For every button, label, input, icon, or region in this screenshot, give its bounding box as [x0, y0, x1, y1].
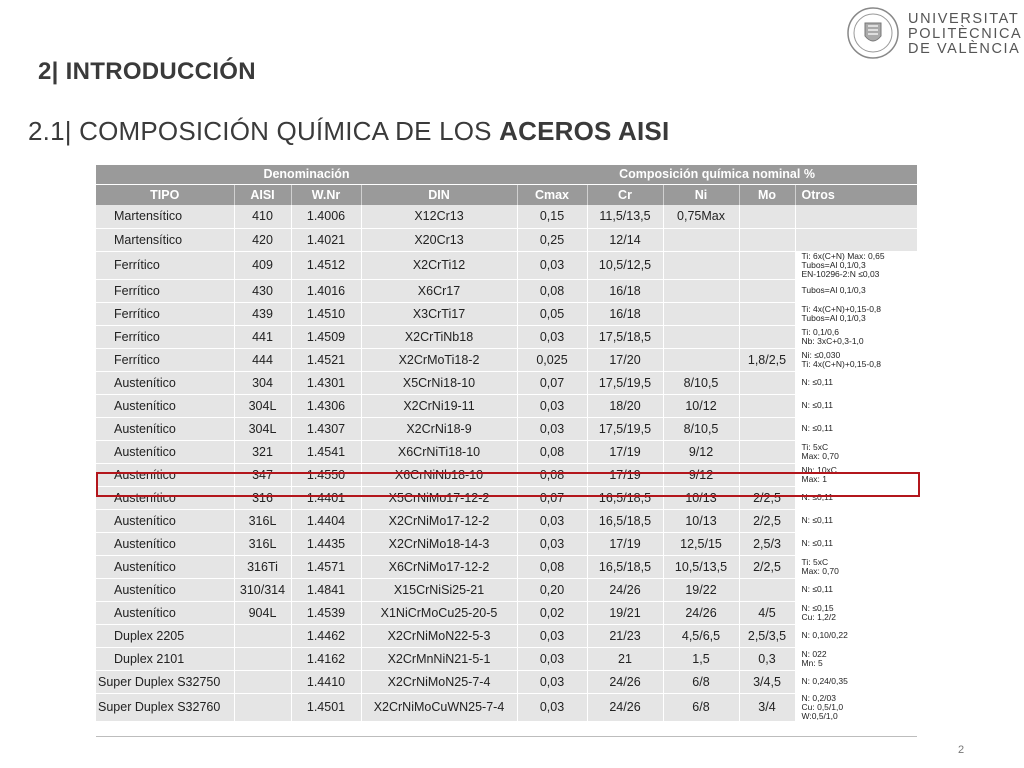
otros-line: Ti: 4x(C+N)+0,15-0,8	[801, 303, 882, 314]
cell-ni: 10,5/13,5	[663, 555, 739, 578]
col-header-cr: Cr	[587, 184, 663, 205]
cell-din: X2CrNiMoN25-7-4	[361, 670, 517, 693]
cell-aisi: 444	[234, 348, 291, 371]
cell-cr: 21	[587, 647, 663, 670]
otros-line: N: ≤0,11	[801, 492, 833, 502]
cell-cr: 17/20	[587, 348, 663, 371]
cell-cmax: 0,025	[517, 348, 587, 371]
otros-line: N: 0,24/0,35	[801, 676, 848, 686]
table-row	[96, 394, 917, 417]
otros-line: N: ≤0,11	[801, 400, 833, 410]
cell-ni: 9/12	[663, 463, 739, 486]
cell-din: X6CrNiTi18-10	[361, 440, 517, 463]
cell-cmax: 0,02	[517, 601, 587, 624]
cell-otros	[795, 509, 917, 532]
cell-ni: 10/13	[663, 509, 739, 532]
table-row	[96, 371, 917, 394]
cell-ni: 0,75Max	[663, 205, 739, 228]
cell-aisi: 304L	[234, 417, 291, 440]
cell-din: X6Cr17	[361, 279, 517, 302]
table-row	[96, 417, 917, 440]
cell-cr: 18/20	[587, 394, 663, 417]
cell-otros	[795, 279, 917, 302]
cell-cmax: 0,03	[517, 647, 587, 670]
table-row	[96, 325, 917, 348]
otros-line: Cu: 0,5/1,0	[801, 701, 844, 712]
cell-mo: 2/2,5	[739, 555, 795, 578]
cell-aisi: 316	[234, 486, 291, 509]
cell-cmax: 0,03	[517, 532, 587, 555]
col-header-mo: Mo	[739, 184, 795, 205]
otros-line: N: ≤0,11	[801, 584, 833, 594]
otros-line: N: 0,2/03	[801, 693, 836, 703]
cell-mo: 1,8/2,5	[739, 348, 795, 371]
cell-tipo: Austenítico	[96, 394, 234, 417]
cell-aisi: 316L	[234, 509, 291, 532]
otros-line: Max: 1	[801, 473, 828, 484]
cell-mo: 2/2,5	[739, 486, 795, 509]
cell-din: X3CrTi17	[361, 302, 517, 325]
cell-tipo: Ferrítico	[96, 302, 234, 325]
cell-aisi: 310/314	[234, 578, 291, 601]
cell-din: X15CrNiSi25-21	[361, 578, 517, 601]
subtitle-prefix: 2.1| COMPOSICIÓN QUÍMICA DE LOS	[28, 116, 500, 146]
cell-cr: 21/23	[587, 624, 663, 647]
cell-cr: 10,5/12,5	[587, 251, 663, 279]
cell-cmax: 0,25	[517, 228, 587, 251]
table-row	[96, 279, 917, 302]
cell-tipo: Super Duplex S32760	[96, 693, 234, 721]
group-header-composicion: Composición química nominal %	[517, 165, 917, 184]
table-row	[96, 647, 917, 670]
cell-din: X2CrNiMoN22-5-3	[361, 624, 517, 647]
cell-aisi	[234, 670, 291, 693]
cell-mo	[739, 325, 795, 348]
column-header-row	[96, 184, 917, 205]
table-row	[96, 601, 917, 624]
cell-cmax: 0,07	[517, 486, 587, 509]
cell-cr: 17,5/18,5	[587, 325, 663, 348]
otros-line: N: ≤0,11	[801, 515, 833, 525]
cell-otros	[795, 601, 917, 624]
cell-otros	[795, 693, 917, 721]
cell-otros	[795, 417, 917, 440]
cell-mo: 2/2,5	[739, 509, 795, 532]
cell-cmax: 0,08	[517, 279, 587, 302]
cell-mo: 4/5	[739, 601, 795, 624]
cell-aisi: 904L	[234, 601, 291, 624]
cell-ni: 12,5/15	[663, 532, 739, 555]
cell-aisi: 304	[234, 371, 291, 394]
cell-cr: 17,5/19,5	[587, 417, 663, 440]
cell-tipo: Martensítico	[96, 228, 234, 251]
otros-line: Ti: 5xC	[801, 441, 829, 452]
table-row	[96, 578, 917, 601]
otros-line: W:0,5/1,0	[801, 710, 838, 721]
cell-wnr: 1.4435	[291, 532, 361, 555]
cell-wnr: 1.4307	[291, 417, 361, 440]
cell-mo	[739, 205, 795, 228]
cell-cr: 17/19	[587, 440, 663, 463]
cell-aisi: 409	[234, 251, 291, 279]
cell-cr: 16/18	[587, 302, 663, 325]
cell-wnr: 1.4021	[291, 228, 361, 251]
cell-cr: 16,5/18,5	[587, 509, 663, 532]
cell-cmax: 0,03	[517, 417, 587, 440]
cell-din: X20Cr13	[361, 228, 517, 251]
university-name-line3: DE VALÈNCIA	[908, 41, 1021, 57]
col-header-ni: Ni	[663, 184, 739, 205]
cell-otros	[795, 647, 917, 670]
cell-cmax: 0,08	[517, 463, 587, 486]
cell-otros	[795, 670, 917, 693]
cell-mo: 2,5/3	[739, 532, 795, 555]
cell-ni	[663, 348, 739, 371]
cell-otros	[795, 624, 917, 647]
cell-aisi: 410	[234, 205, 291, 228]
cell-din: X6CrNiMo17-12-2	[361, 555, 517, 578]
cell-tipo: Ferrítico	[96, 279, 234, 302]
cell-wnr: 1.4841	[291, 578, 361, 601]
cell-aisi: 420	[234, 228, 291, 251]
cell-tipo: Austenítico	[96, 486, 234, 509]
university-name-line1: UNIVERSITAT	[908, 11, 1020, 27]
cell-aisi: 316Ti	[234, 555, 291, 578]
cell-ni: 4,5/6,5	[663, 624, 739, 647]
col-header-din: DIN	[361, 184, 517, 205]
table-row	[96, 348, 917, 371]
otros-line: Mn: 5	[801, 657, 823, 668]
cell-tipo: Austenítico	[96, 371, 234, 394]
cell-cmax: 0,03	[517, 624, 587, 647]
table-row	[96, 251, 917, 279]
cell-cmax: 0,03	[517, 394, 587, 417]
otros-line: N: 0,10/0,22	[801, 630, 848, 640]
cell-ni: 6/8	[663, 670, 739, 693]
group-header-denominacion: Denominación	[96, 165, 517, 184]
otros-line: Nb: 10xC	[801, 464, 837, 475]
university-seal-icon	[846, 6, 900, 60]
cell-wnr: 1.4410	[291, 670, 361, 693]
cell-mo	[739, 578, 795, 601]
table-row	[96, 624, 917, 647]
cell-otros	[795, 325, 917, 348]
cell-wnr: 1.4539	[291, 601, 361, 624]
cell-cr: 24/26	[587, 670, 663, 693]
cell-cmax: 0,03	[517, 325, 587, 348]
cell-otros	[795, 394, 917, 417]
cell-din: X5CrNiMo17-12-2	[361, 486, 517, 509]
cell-aisi: 316L	[234, 532, 291, 555]
otros-line: N: ≤0,15	[801, 602, 834, 613]
otros-line: N: ≤0,11	[801, 377, 833, 387]
steel-table-body	[96, 205, 917, 721]
cell-tipo: Ferrítico	[96, 325, 234, 348]
cell-wnr: 1.4401	[291, 486, 361, 509]
col-header-otros: Otros	[795, 184, 917, 205]
cell-tipo: Austenítico	[96, 601, 234, 624]
cell-wnr: 1.4512	[291, 251, 361, 279]
cell-otros	[795, 555, 917, 578]
cell-tipo: Austenítico	[96, 555, 234, 578]
cell-otros	[795, 440, 917, 463]
cell-wnr: 1.4541	[291, 440, 361, 463]
cell-tipo: Austenítico	[96, 578, 234, 601]
otros-line: Tubos=Al 0,1/0,3	[801, 285, 866, 295]
cell-cr: 12/14	[587, 228, 663, 251]
cell-ni: 8/10,5	[663, 371, 739, 394]
table-row	[96, 670, 917, 693]
cell-mo	[739, 440, 795, 463]
cell-cr: 17,5/19,5	[587, 371, 663, 394]
cell-cr: 17/19	[587, 463, 663, 486]
cell-mo	[739, 279, 795, 302]
cell-aisi: 304L	[234, 394, 291, 417]
university-name-line2: POLITÈCNICA	[908, 26, 1023, 42]
steel-composition-table	[96, 165, 918, 722]
col-header-aisi: AISI	[234, 184, 291, 205]
cell-aisi: 347	[234, 463, 291, 486]
cell-din: X2CrTiNb18	[361, 325, 517, 348]
cell-otros	[795, 251, 917, 279]
otros-line: Max: 0,70	[801, 565, 839, 576]
cell-aisi	[234, 647, 291, 670]
col-header-cmax: Cmax	[517, 184, 587, 205]
cell-aisi	[234, 693, 291, 721]
cell-ni: 8/10,5	[663, 417, 739, 440]
cell-aisi: 439	[234, 302, 291, 325]
cell-otros	[795, 578, 917, 601]
otros-line: Ti: 0,1/0,6	[801, 326, 839, 337]
cell-otros	[795, 371, 917, 394]
cell-din: X2CrTi12	[361, 251, 517, 279]
cell-tipo: Martensítico	[96, 205, 234, 228]
cell-ni	[663, 279, 739, 302]
cell-cmax: 0,03	[517, 693, 587, 721]
table-row	[96, 440, 917, 463]
cell-ni	[663, 228, 739, 251]
cell-cmax: 0,20	[517, 578, 587, 601]
cell-cr: 24/26	[587, 693, 663, 721]
cell-ni: 6/8	[663, 693, 739, 721]
otros-line: Ni: ≤0,030	[801, 349, 841, 360]
cell-tipo: Austenítico	[96, 532, 234, 555]
cell-din: X2CrNiMo17-12-2	[361, 509, 517, 532]
cell-aisi: 430	[234, 279, 291, 302]
cell-wnr: 1.4306	[291, 394, 361, 417]
cell-tipo: Ferrítico	[96, 348, 234, 371]
cell-cr: 24/26	[587, 578, 663, 601]
cell-ni: 10/12	[663, 394, 739, 417]
cell-din: X6CrNiNb18-10	[361, 463, 517, 486]
cell-mo: 0,3	[739, 647, 795, 670]
cell-wnr: 1.4162	[291, 647, 361, 670]
cell-wnr: 1.4462	[291, 624, 361, 647]
cell-cmax: 0,08	[517, 555, 587, 578]
table-bottom-rule	[96, 736, 917, 737]
cell-din: X2CrNiMo18-14-3	[361, 532, 517, 555]
cell-din: X5CrNi18-10	[361, 371, 517, 394]
cell-wnr: 1.4404	[291, 509, 361, 532]
cell-ni	[663, 325, 739, 348]
cell-din: X2CrNi18-9	[361, 417, 517, 440]
steel-composition-table-wrap	[96, 165, 917, 722]
cell-otros	[795, 302, 917, 325]
cell-ni	[663, 302, 739, 325]
cell-ni	[663, 251, 739, 279]
cell-cmax: 0,15	[517, 205, 587, 228]
cell-mo: 3/4	[739, 693, 795, 721]
cell-cmax: 0,03	[517, 251, 587, 279]
table-row	[96, 555, 917, 578]
otros-line: Ti: 6x(C+N) Max: 0,65	[801, 251, 885, 261]
group-header-row	[96, 165, 917, 184]
cell-cmax: 0,05	[517, 302, 587, 325]
cell-ni: 24/26	[663, 601, 739, 624]
cell-din: X2CrMnNiN21-5-1	[361, 647, 517, 670]
page-number: 2	[958, 744, 965, 756]
cell-cr: 16/18	[587, 279, 663, 302]
cell-tipo: Duplex 2205	[96, 624, 234, 647]
table-row	[96, 205, 917, 228]
cell-din: X2CrNiMoCuWN25-7-4	[361, 693, 517, 721]
cell-tipo: Austenítico	[96, 509, 234, 532]
cell-otros	[795, 228, 917, 251]
cell-mo	[739, 228, 795, 251]
col-header-tipo: TIPO	[96, 184, 234, 205]
cell-ni: 9/12	[663, 440, 739, 463]
cell-wnr: 1.4510	[291, 302, 361, 325]
col-header-wnr: W.Nr	[291, 184, 361, 205]
cell-wnr: 1.4006	[291, 205, 361, 228]
cell-mo	[739, 394, 795, 417]
otros-line: N: 022	[801, 648, 827, 659]
cell-wnr: 1.4571	[291, 555, 361, 578]
cell-tipo: Austenítico	[96, 417, 234, 440]
cell-mo	[739, 302, 795, 325]
cell-aisi: 321	[234, 440, 291, 463]
otros-line: Cu: 1,2/2	[801, 611, 836, 622]
cell-din: X1NiCrMoCu25-20-5	[361, 601, 517, 624]
cell-otros	[795, 348, 917, 371]
cell-mo: 3/4,5	[739, 670, 795, 693]
cell-wnr: 1.4301	[291, 371, 361, 394]
cell-cr: 17/19	[587, 532, 663, 555]
cell-ni: 19/22	[663, 578, 739, 601]
cell-cr: 16,5/18,5	[587, 486, 663, 509]
cell-ni: 1,5	[663, 647, 739, 670]
table-row	[96, 302, 917, 325]
otros-line: Nb: 3xC+0,3-1,0	[801, 335, 864, 346]
section-title: 2| INTRODUCCIÓN	[38, 58, 256, 85]
otros-line: Ti: 4x(C+N)+0,15-0,8	[801, 358, 882, 369]
cell-mo	[739, 417, 795, 440]
cell-cmax: 0,07	[517, 371, 587, 394]
otros-line: N: ≤0,11	[801, 423, 833, 433]
subtitle-emphasis: ACEROS AISI	[499, 116, 670, 146]
cell-mo	[739, 251, 795, 279]
cell-tipo: Duplex 2101	[96, 647, 234, 670]
otros-line: Ti: 5xC	[801, 556, 829, 567]
cell-wnr: 1.4501	[291, 693, 361, 721]
cell-mo	[739, 371, 795, 394]
university-logo	[846, 6, 1023, 62]
cell-tipo: Ferrítico	[96, 251, 234, 279]
cell-ni: 10/13	[663, 486, 739, 509]
cell-din: X2CrNi19-11	[361, 394, 517, 417]
otros-line: Tubos=Al 0,1/0,3	[801, 259, 866, 270]
table-row	[96, 228, 917, 251]
table-row	[96, 693, 917, 721]
cell-cmax: 0,03	[517, 670, 587, 693]
page-subtitle	[28, 116, 669, 147]
cell-tipo: Super Duplex S32750	[96, 670, 234, 693]
cell-tipo: Austenítico	[96, 440, 234, 463]
cell-aisi: 441	[234, 325, 291, 348]
highlight-box-row-347	[96, 472, 920, 497]
cell-cr: 11,5/13,5	[587, 205, 663, 228]
cell-wnr: 1.4550	[291, 463, 361, 486]
otros-line: Tubos=Al 0,1/0,3	[801, 312, 866, 323]
cell-wnr: 1.4521	[291, 348, 361, 371]
cell-tipo: Austenítico	[96, 463, 234, 486]
cell-din: X2CrMoTi18-2	[361, 348, 517, 371]
cell-otros	[795, 205, 917, 228]
otros-line: N: ≤0,11	[801, 538, 833, 548]
cell-wnr: 1.4509	[291, 325, 361, 348]
cell-wnr: 1.4016	[291, 279, 361, 302]
cell-mo: 2,5/3,5	[739, 624, 795, 647]
otros-line: EN-10296-2:N ≤0,03	[801, 268, 880, 279]
table-row	[96, 509, 917, 532]
otros-line: Max: 0,70	[801, 450, 839, 461]
cell-din: X12Cr13	[361, 205, 517, 228]
table-row	[96, 532, 917, 555]
cell-cmax: 0,03	[517, 509, 587, 532]
university-name	[908, 12, 1022, 57]
cell-otros	[795, 532, 917, 555]
cell-cmax: 0,08	[517, 440, 587, 463]
cell-cr: 16,5/18,5	[587, 555, 663, 578]
cell-aisi	[234, 624, 291, 647]
cell-cr: 19/21	[587, 601, 663, 624]
